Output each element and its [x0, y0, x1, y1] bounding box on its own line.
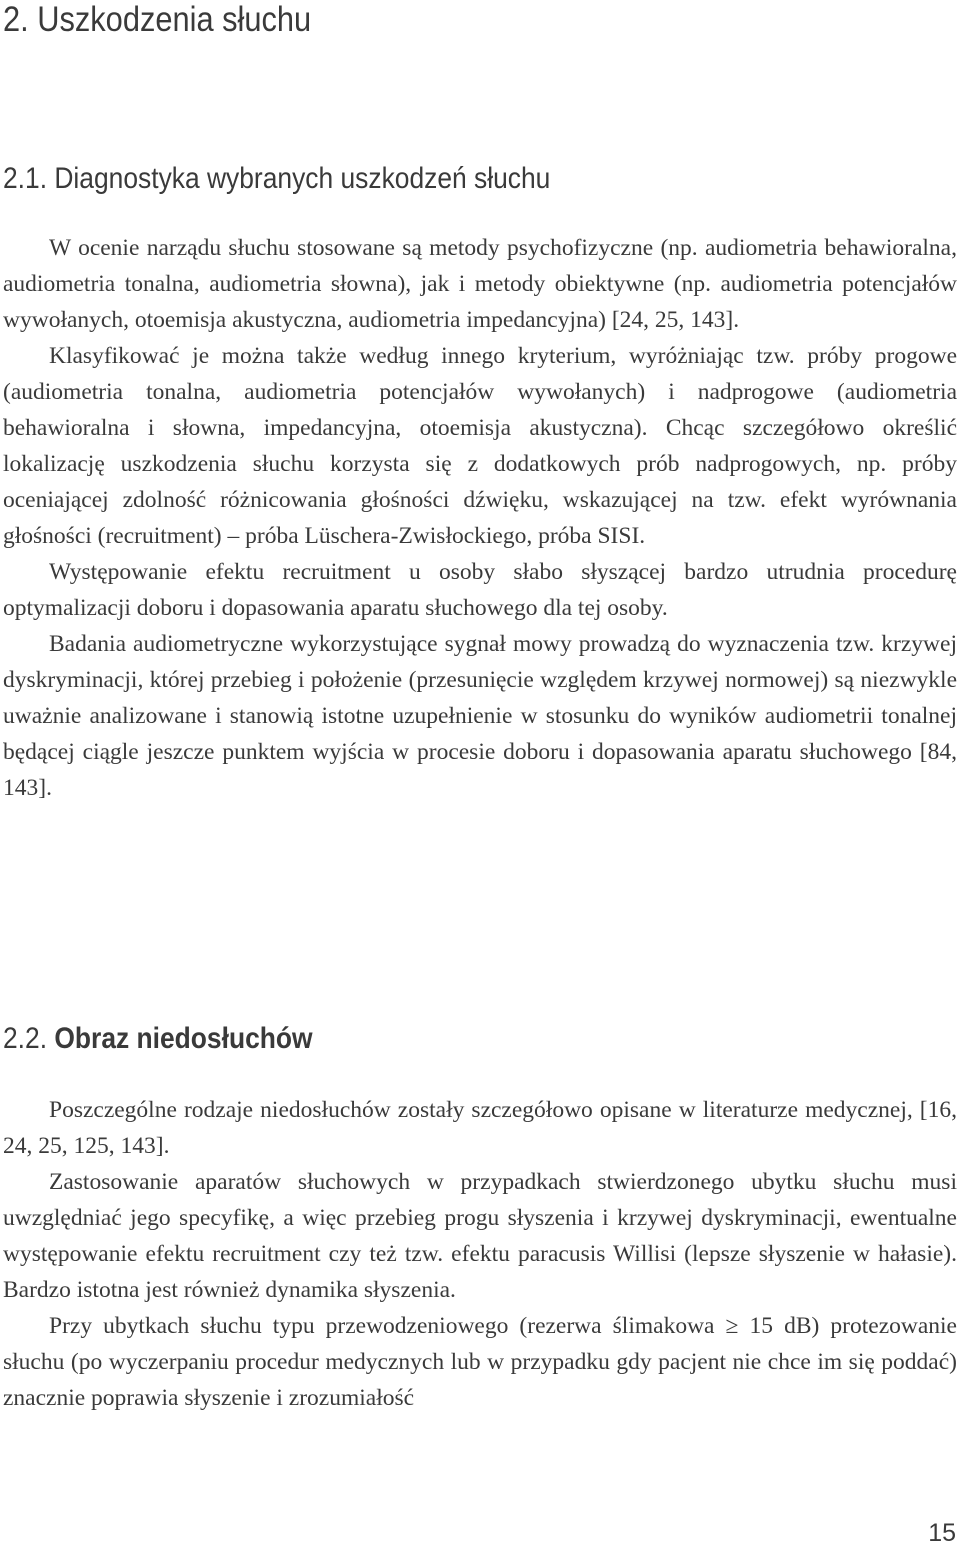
section-title: Obraz niedosłuchów — [54, 1022, 313, 1055]
section-heading-2-1: 2.1. Diagnostyka wybranych uszkodzeń słuchu — [3, 162, 551, 195]
chapter-title: 2. Uszkodzenia słuchu — [3, 0, 312, 39]
page-number: 15 — [928, 1519, 956, 1547]
paragraph: Zastosowanie aparatów słuchowych w przypadkach stwierdzonego ubytku słuchu musi uwzględniać jego specyfikę, a więc przebieg progu słyszenia i krzywej dyskryminacji, ewentualne występowanie efektu recruitment czy też tzw. efektu paracusis Willisi (lepsze słyszenie w hałasie). Bardzo istotna jest również dynamika słyszenia. — [3, 1169, 957, 1303]
section-2-1-body — [3, 230, 957, 806]
paragraph: Poszczególne rodzaje niedosłuchów zostały szczegółowo opisane w literaturze medycznej, [16, 24, 25, 125, 143]. — [3, 1097, 957, 1159]
paragraph: Przy ubytkach słuchu typu przewodzeniowego (rezerwa ślimakowa ≥ 15 dB) protezowanie słuchu (po wyczerpaniu procedur medycznych lub w przypadku gdy pacjent nie chce im się poddać) znacznie poprawia słyszenie i zrozumiałość — [3, 1313, 957, 1411]
section-2-2-body — [3, 1092, 957, 1416]
paragraph: Występowanie efektu recruitment u osoby słabo słyszącej bardzo utrudnia procedurę optymalizacji doboru i dopasowania aparatu słuchowego dla tej osoby. — [3, 559, 957, 621]
paragraph: Badania audiometryczne wykorzystujące sygnał mowy prowadzą do wyznaczenia tzw. krzywej dyskryminacji, której przebieg i położenie (przesunięcie względem krzywej normowej) są niezwykle uważnie analizowane i stanowią istotne uzupełnienie w stosunku do wyników audiometrii tonalnej będącej ciągle jeszcze punktem wyjścia w procesie doboru i dopasowania aparatu słuchowego [84, 143]. — [3, 631, 957, 801]
section-number: 2.2. — [3, 1022, 48, 1055]
paragraph: W ocenie narządu słuchu stosowane są metody psychofizyczne (np. audiometria behawioralna, audiometria tonalna, audiometria słowna), jak i metody obiektywne (np. audiometria potencjałów wywołanych, otoemisja akustyczna, audiometria impedancyjna) [24, 25, 143]. — [3, 235, 957, 333]
section-heading-2-2 — [3, 1019, 313, 1059]
paragraph: Klasyfikować je można także według innego kryterium, wyróżniając tzw. próby progowe (audiometria tonalna, audiometria potencjałów wywołanych) i nadprogowe (audiometria behawioralna i słowna, impedancyjna, otoemisja akustyczna). Chcąc szczegółowo określić lokalizację uszkodzenia słuchu korzysta się z dodatkowych prób nadprogowych, np. próby oceniającej zdolność różnicowania głośności dźwięku, wskazującej na tzw. efekt wyrównania głośności (recruitment) – próba Lüschera-Zwisłockiego, próba SISI. — [3, 343, 957, 549]
